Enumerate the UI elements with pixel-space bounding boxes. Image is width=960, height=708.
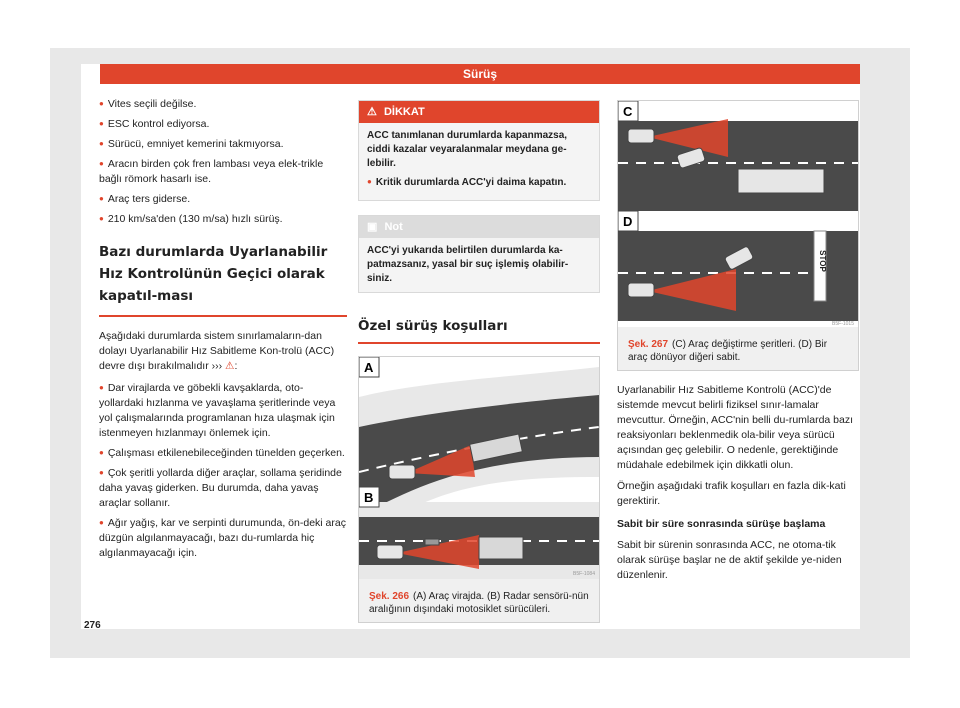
figure-label-c: C xyxy=(623,104,633,119)
right-column xyxy=(617,100,857,583)
figure-label-a: A xyxy=(364,360,374,375)
list-item: ● Ağır yağış, kar ve serpinti durumunda, ön-deki araç düzgün algılanmayacağı, bazı du-rumlarda hiç algılanmayacağı için. xyxy=(99,515,347,561)
stop-marking: STOP xyxy=(818,250,827,272)
list-item: ● Araç ters giderse. xyxy=(99,191,347,207)
figure-266 xyxy=(358,356,600,623)
note-icon: ▣ xyxy=(367,221,378,233)
warning-icon: ⚠ xyxy=(367,106,377,118)
note-body: ACC'yi yukarıda belirtilen durumlarda ka-patmazsanız, yasal bir suç işlemiş olabilir-siniz. xyxy=(367,245,569,284)
section-title: Özel sürüş koşulları xyxy=(358,319,600,344)
list-item: ● Dar virajlarda ve göbekli kavşaklarda, oto-yollardaki hızlanma ve yavaşlama şeritlerinde veya yol çalışmalarında programlanan hıza ulaşmak için istenmeyen hızlanmayı önlemek için. xyxy=(99,380,347,441)
note-box xyxy=(358,215,600,293)
warning-ref-icon[interactable]: ⚠ xyxy=(225,360,235,372)
list-item: ● 210 km/sa'den (130 m/sa) hızlı sürüş. xyxy=(99,211,347,227)
note-title: Not xyxy=(384,221,403,233)
caption-number: Şek. 267 xyxy=(628,339,669,350)
subheading: Sabit bir süre sonrasında sürüşe başlama xyxy=(617,518,826,530)
page-number: 276 xyxy=(84,620,101,631)
left-column xyxy=(99,96,347,565)
warning-text: ACC tanımlanan durumlarda kapanmazsa, ciddi kazalar veyaralanmalar meydana ge-lebilir. xyxy=(367,130,568,169)
figure-266-caption xyxy=(359,584,599,622)
warning-bullet: ● Kritik durumlarda ACC'yi daima kapatın. xyxy=(367,175,591,190)
intro-text: Aşağıdaki durumlarda sistem sınırlamaların-dan dolayı Uyarlanabilir Hız Sabitleme Kon-trolü (ACC) devre dışı bırakılmalıdır ››› xyxy=(99,330,335,372)
list-item: ● Aracın birden çok fren lambası veya elek-trikle bağlı römork hasarlı ise. xyxy=(99,156,347,187)
figure-label-b: B xyxy=(364,490,374,505)
caption-number: Şek. 266 xyxy=(369,591,410,602)
body-paragraph: Uyarlanabilir Hız Sabitleme Kontrolü (ACC)'de sistemde mevcut belirli fiziksel sınır-lamalar mevcuttur. Örneğin, ACC'nin belli du-rumlarda bazı reaksiyonları beklenmedik ola-bilir veya sürücü açısından geç gelebilir. O nedenle, gerektiğinde müdahale edebilmek için dikkatli olun. xyxy=(617,384,854,471)
figure-267-caption xyxy=(618,332,858,370)
figure-label-d: D xyxy=(623,214,633,229)
middle-column xyxy=(358,100,600,623)
figure-code: B5F-1015 xyxy=(832,321,854,327)
list-item: ● Vites seçili değilse. xyxy=(99,96,347,112)
body-paragraph: Sabit bir sürenin sonrasında ACC, ne otoma-tik olarak sürüşe başlar ne de aktif şekilde ye-niden düzenlenir. xyxy=(617,539,842,581)
warning-header xyxy=(359,101,599,123)
warning-body xyxy=(359,123,599,200)
intro-suffix: : xyxy=(234,360,238,372)
warning-title: DİKKAT xyxy=(383,106,425,118)
figure-266-illustration xyxy=(359,357,599,579)
warning-box xyxy=(358,100,600,201)
chapter-header: Sürüş xyxy=(100,64,860,84)
section-title: Bazı durumlarda Uyarlanabilir Hız Kontrolünün Geçici olarak kapatıl-ması xyxy=(99,241,347,317)
list-item: ● Çok şeritli yollarda diğer araçlar, sollama şeridinde daha yavaş giderken. Bu durumda, daha yavaş araçlar sollanır. xyxy=(99,465,347,511)
body-paragraph: Örneğin aşağıdaki trafik koşulları en fazla dik-kati gerektirir. xyxy=(617,480,846,507)
figure-code: B5F-1084 xyxy=(573,571,595,577)
figure-267-illustration xyxy=(618,101,858,327)
note-header xyxy=(359,216,599,238)
caption-text: (A) Araç virajda. (B) Radar sensörü-nün aralığının dışındaki motosiklet sürücüleri. xyxy=(369,591,589,615)
caption-text: (C) Araç değiştirme şeritleri. (D) Bir araç dönüyor diğeri sabit. xyxy=(628,339,828,363)
intro-paragraph xyxy=(99,329,347,374)
list-item: ● Sürücü, emniyet kemerini takmıyorsa. xyxy=(99,136,347,152)
list-item: ● Çalışması etkilenebileceğinden tünelden geçerken. xyxy=(99,445,347,461)
figure-267 xyxy=(617,100,859,371)
list-item: ● ESC kontrol ediyorsa. xyxy=(99,116,347,132)
